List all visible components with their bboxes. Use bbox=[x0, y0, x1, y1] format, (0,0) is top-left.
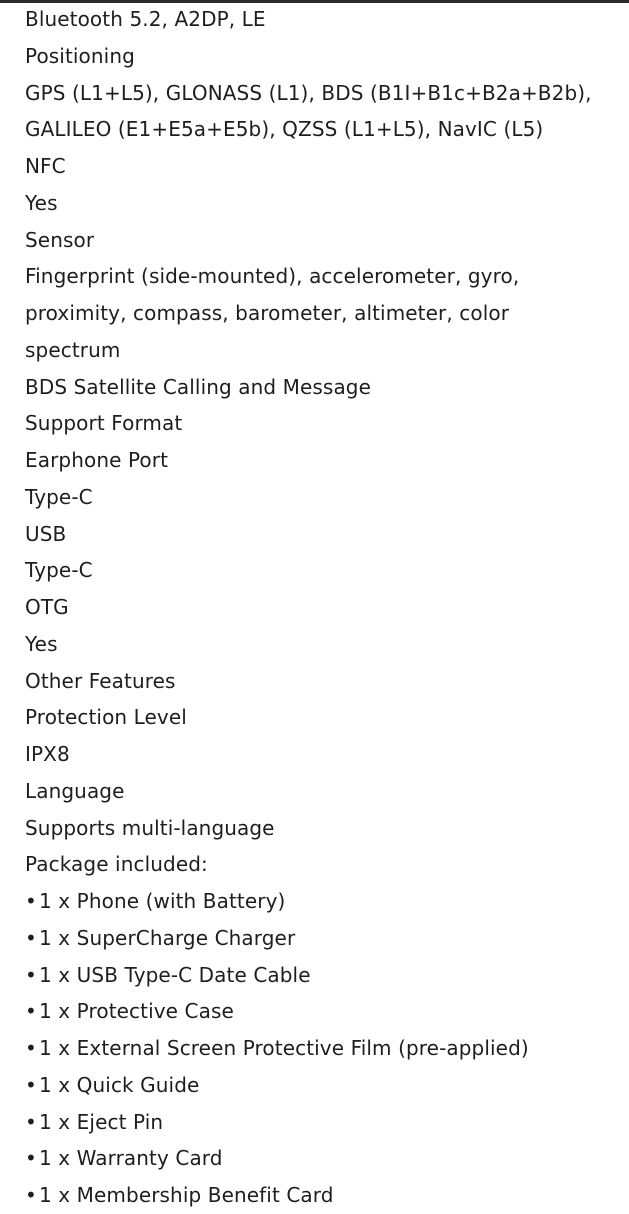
package-item-label: 1 x External Screen Protective Film (pre-applied) bbox=[39, 1036, 529, 1060]
bullet-icon: • bbox=[25, 1109, 37, 1134]
spec-line: Supports multi-language bbox=[25, 815, 275, 840]
bullet-icon: • bbox=[25, 999, 37, 1024]
package-item bbox=[25, 883, 619, 920]
package-heading: Package included: bbox=[25, 852, 208, 877]
package-item bbox=[25, 1104, 619, 1141]
spec-line: spectrum bbox=[25, 337, 121, 362]
spec-line: OTG bbox=[25, 595, 69, 619]
package-item-label: 1 x Quick Guide bbox=[39, 1072, 200, 1097]
package-item bbox=[25, 1140, 619, 1177]
bullet-icon: • bbox=[25, 925, 37, 950]
bullet-icon: • bbox=[25, 889, 37, 913]
bullet-icon: • bbox=[25, 1183, 37, 1207]
bullet-icon: • bbox=[25, 962, 37, 987]
bullet-icon: • bbox=[25, 1072, 37, 1097]
spec-line: Bluetooth 5.2, A2DP, LE bbox=[25, 7, 266, 31]
package-item-label: 1 x Phone (with Battery) bbox=[39, 889, 286, 913]
spec-line: BDS Satellite Calling and Message bbox=[25, 374, 372, 399]
spec-line: Language bbox=[25, 778, 125, 803]
spec-line: NFC bbox=[25, 154, 66, 178]
package-item bbox=[25, 1067, 619, 1104]
package-item-label: 1 x SuperCharge Charger bbox=[39, 925, 296, 950]
spec-line: GALILEO (E1+E5a+E5b), QZSS (L1+L5), NavIC (L5) bbox=[25, 117, 544, 142]
package-item bbox=[25, 957, 619, 994]
spec-line: Earphone Port bbox=[25, 448, 169, 472]
spec-line: Type-C bbox=[25, 558, 93, 583]
spec-line: Fingerprint (side-mounted), accelerometer, gyro, bbox=[25, 264, 520, 289]
spec-line: proximity, compass, barometer, altimeter, color bbox=[25, 301, 510, 325]
package-item bbox=[25, 920, 619, 957]
spec-line: Support Format bbox=[25, 411, 183, 436]
spec-line: Protection Level bbox=[25, 705, 187, 730]
package-item bbox=[25, 993, 619, 1030]
package-item bbox=[25, 1030, 619, 1067]
bullet-icon: • bbox=[25, 1146, 37, 1171]
spec-line: Type-C bbox=[25, 484, 93, 509]
package-item-label: 1 x Eject Pin bbox=[39, 1109, 164, 1134]
spec-line: Positioning bbox=[25, 43, 135, 68]
spec-list bbox=[25, 1, 619, 1214]
package-item-label: 1 x USB Type-C Date Cable bbox=[39, 962, 311, 987]
spec-line: Sensor bbox=[25, 227, 95, 252]
package-item-label: 1 x Protective Case bbox=[39, 999, 234, 1024]
spec-line: Other Features bbox=[25, 668, 176, 693]
spec-line: Yes bbox=[25, 631, 58, 656]
package-item-label: 1 x Warranty Card bbox=[39, 1146, 223, 1171]
package-item-label: 1 x Membership Benefit Card bbox=[39, 1183, 334, 1207]
spec-line: USB bbox=[25, 521, 67, 546]
bullet-icon: • bbox=[25, 1036, 37, 1060]
spec-line: IPX8 bbox=[25, 742, 70, 766]
spec-line: Yes bbox=[25, 190, 58, 215]
package-item bbox=[25, 1177, 619, 1214]
spec-line: GPS (L1+L5), GLONASS (L1), BDS (B1I+B1c+B2a+B2b), bbox=[25, 80, 592, 105]
